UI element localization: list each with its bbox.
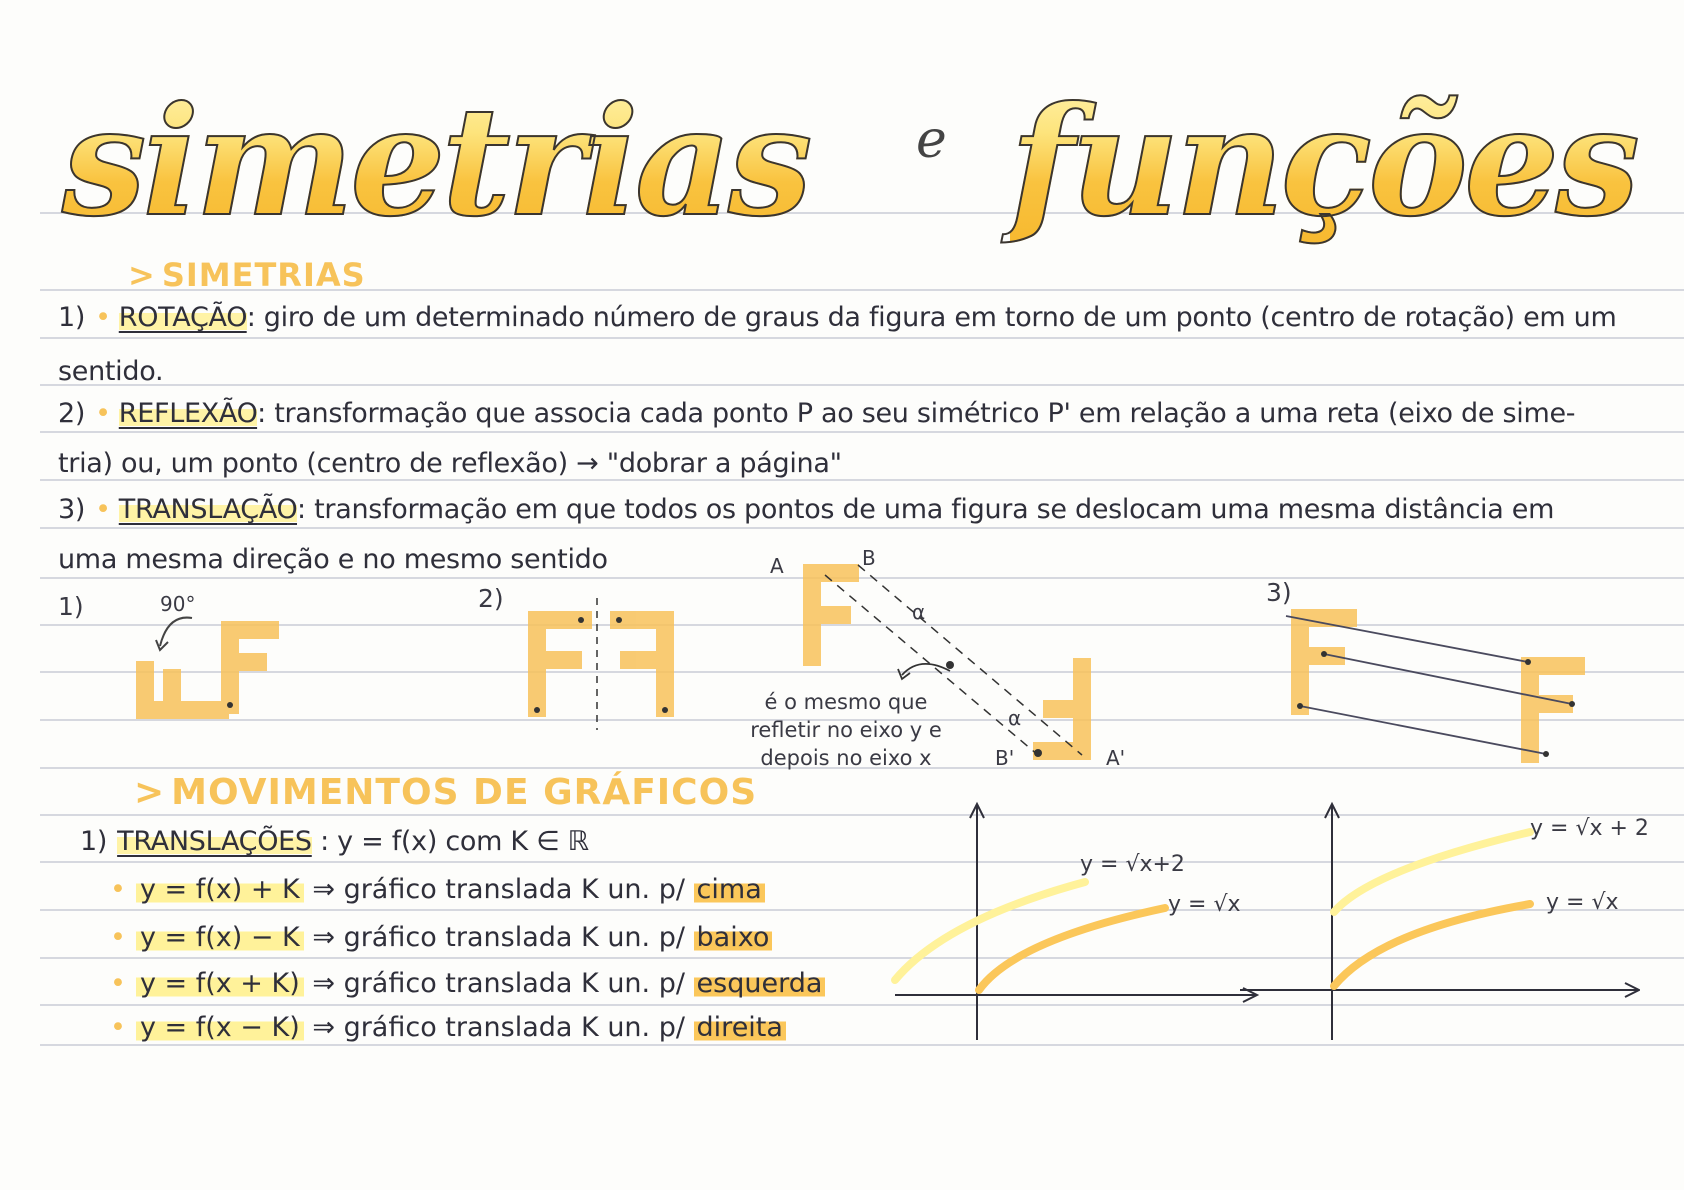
alpha-label-2: α xyxy=(1008,706,1022,730)
graph-right-label-shifted: y = √x + 2 xyxy=(1530,816,1649,841)
page-title-connector: e xyxy=(916,110,947,170)
graph-left-label-base: y = √x xyxy=(1168,892,1241,917)
point-a-prime-label: A' xyxy=(1106,746,1126,770)
translation-text: gráfico translada K un. p/ xyxy=(343,874,685,905)
translation-row-down xyxy=(110,922,772,953)
bullet-dot-icon: • xyxy=(95,398,111,429)
term-separator: : xyxy=(297,494,306,525)
translation-row-left xyxy=(110,968,825,999)
angle-label: 90° xyxy=(160,592,196,616)
translation-equation: y = f(x) − K xyxy=(136,922,304,953)
alpha-label-1: α xyxy=(912,600,926,624)
graph-left-label-shifted: y = √x+2 xyxy=(1080,852,1185,877)
definition-translacao-line1 xyxy=(58,494,1554,525)
translation-equation: y = f(x + K) xyxy=(136,968,304,999)
implies-arrow: ⇒ xyxy=(312,968,335,999)
implies-arrow: ⇒ xyxy=(312,922,335,953)
page-title-right: funções xyxy=(1010,62,1636,262)
bullet-dot-icon: • xyxy=(95,302,111,333)
translation-text: gráfico translada K un. p/ xyxy=(343,968,685,999)
definition-text: transformação em que todos os pontos de uma figura se deslocam uma mesma distância em xyxy=(314,494,1555,525)
rotation-figure xyxy=(130,600,300,725)
point-b-label: B xyxy=(862,546,876,570)
rotation-note xyxy=(726,688,966,772)
item-number: 2) xyxy=(58,398,86,429)
term-reflexao: REFLEXÃO xyxy=(118,398,258,429)
section-heading-text: MOVIMENTOS DE GRÁFICOS xyxy=(171,772,758,813)
rotation-note-line: é o mesmo que xyxy=(764,690,928,714)
implies-arrow: ⇒ xyxy=(312,1012,335,1043)
definition-reflexao-line1 xyxy=(58,398,1575,429)
section-heading-simetrias xyxy=(128,256,366,294)
chevron-right-icon: > xyxy=(128,256,156,294)
implies-arrow: ⇒ xyxy=(312,874,335,905)
translation-direction: cima xyxy=(694,874,765,905)
translation-text: gráfico translada K un. p/ xyxy=(343,922,685,953)
section-heading-text: SIMETRIAS xyxy=(161,256,366,294)
translation-figure xyxy=(1270,606,1600,766)
point-a-label: A xyxy=(770,554,784,578)
translation-row-right xyxy=(110,1012,786,1043)
translation-equation: y = f(x) + K xyxy=(136,874,304,905)
item-number: 1) xyxy=(80,826,108,857)
translation-row-up xyxy=(110,874,765,905)
translation-equation: y = f(x − K) xyxy=(136,1012,304,1043)
translacoes-formula: : y = f(x) com K ∈ ℝ xyxy=(320,826,589,857)
translation-direction: esquerda xyxy=(694,968,826,999)
bullet-dot-icon: • xyxy=(110,874,126,905)
chevron-right-icon: > xyxy=(134,772,166,813)
translacoes-intro xyxy=(80,826,589,857)
page-title-left: simetrias xyxy=(62,62,809,262)
translation-direction: direita xyxy=(694,1012,786,1043)
term-translacao: TRANSLAÇÃO xyxy=(118,494,298,525)
rotation-note-line: depois no eixo x xyxy=(760,746,932,770)
translation-direction: baixo xyxy=(694,922,773,953)
figure-label-3: 3) xyxy=(1266,578,1292,607)
figure-label-1: 1) xyxy=(58,592,84,621)
definition-text: transformação que associa cada ponto P ao seu simétrico P' em relação a uma reta (eixo de sime- xyxy=(274,398,1576,429)
section-heading-movimentos xyxy=(134,772,757,813)
definition-translacao-line2: uma mesma direção e no mesmo sentido xyxy=(58,544,608,575)
reflection-figure xyxy=(515,598,695,733)
bullet-dot-icon: • xyxy=(110,968,126,999)
point-b-prime-label: B' xyxy=(995,746,1015,770)
item-number: 3) xyxy=(58,494,86,525)
graph-horizontal-shift xyxy=(885,800,1265,1045)
bullet-dot-icon: • xyxy=(95,494,111,525)
term-rotacao: ROTAÇÃO xyxy=(118,302,247,333)
definition-rotacao-line1 xyxy=(58,302,1616,333)
bullet-dot-icon: • xyxy=(110,1012,126,1043)
bullet-dot-icon: • xyxy=(110,922,126,953)
translation-text: gráfico translada K un. p/ xyxy=(343,1012,685,1043)
item-number: 1) xyxy=(58,302,86,333)
definition-text: giro de um determinado número de graus da figura em torno de um ponto (centro de rotação) em um xyxy=(263,302,1617,333)
graph-right-label-base: y = √x xyxy=(1546,890,1619,915)
term-separator: : xyxy=(257,398,266,429)
term-translacoes: TRANSLAÇÕES xyxy=(117,826,312,857)
figure-label-2: 2) xyxy=(478,584,504,613)
rotation-note-line: refletir no eixo y e xyxy=(750,718,942,742)
definition-reflexao-line2: tria) ou, um ponto (centro de reflexão) → "dobrar a página" xyxy=(58,448,842,479)
definition-rotacao-line2: sentido. xyxy=(58,356,164,387)
term-separator: : xyxy=(246,302,256,333)
